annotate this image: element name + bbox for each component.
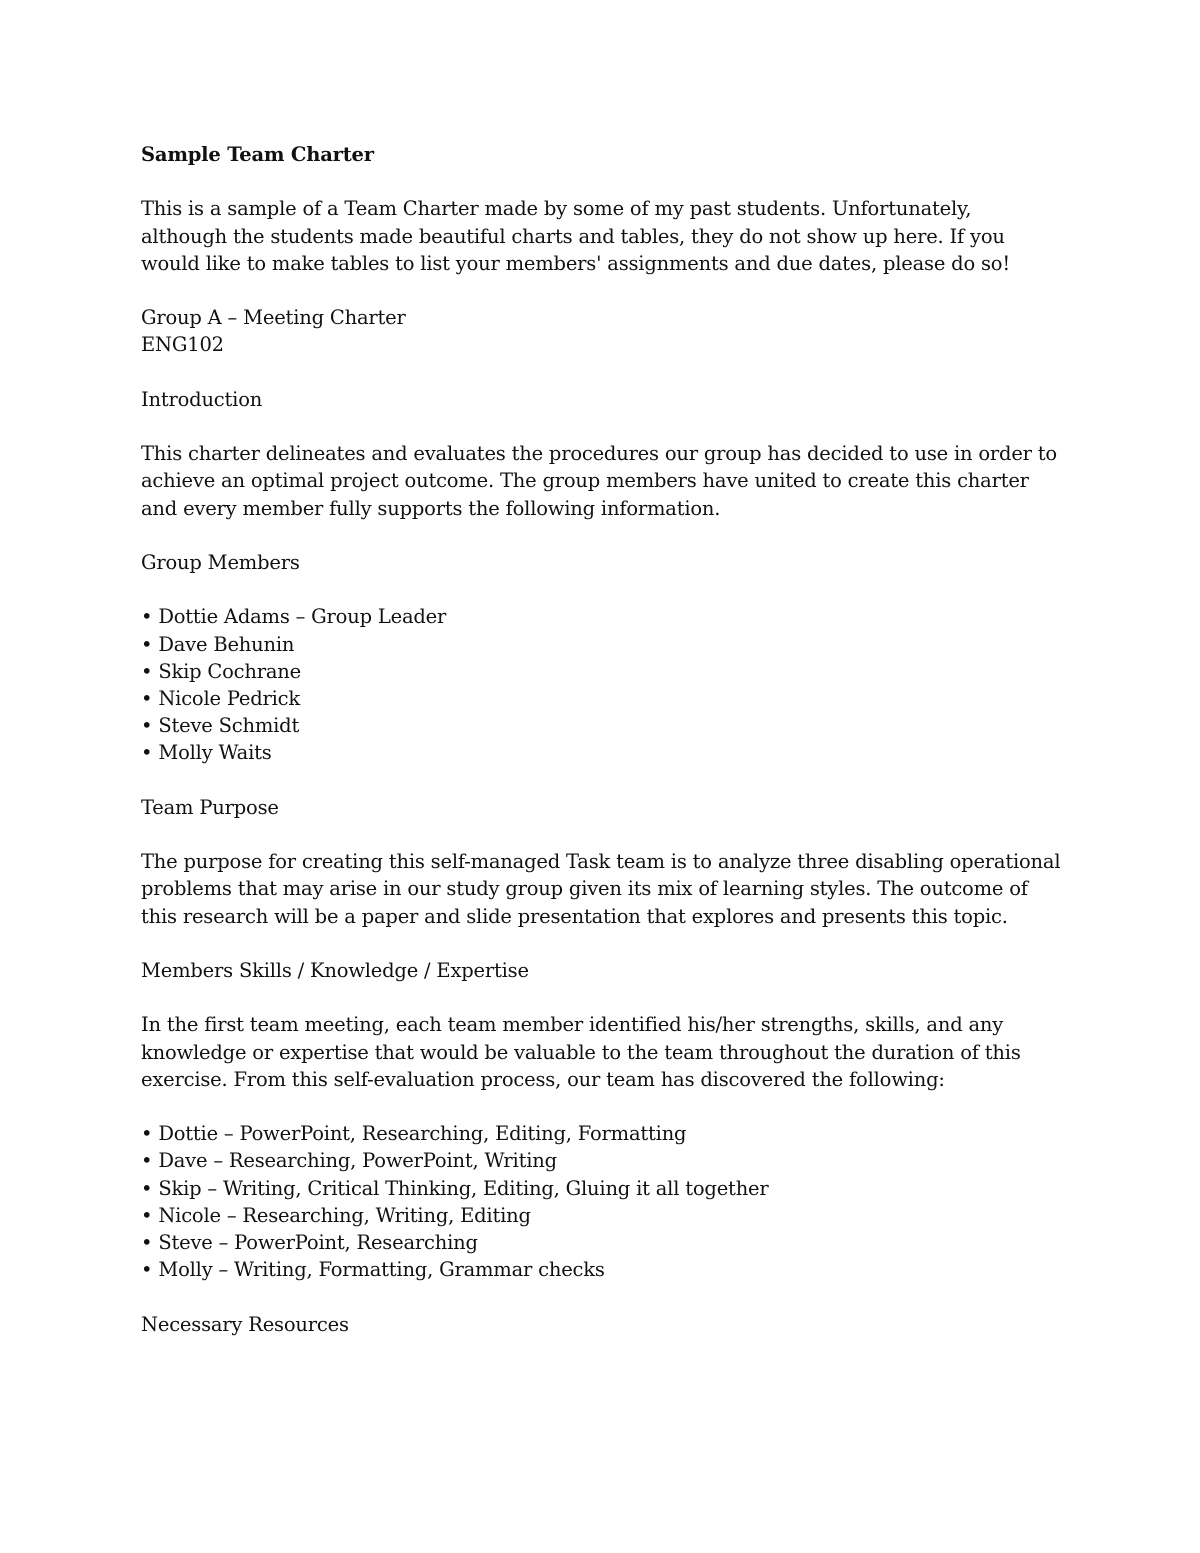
charter-heading: Group A – Meeting Charter <box>141 306 406 330</box>
members-list <box>141 603 1061 766</box>
purpose-heading: Team Purpose <box>141 795 279 819</box>
list-item: • Steve – PowerPoint, Researching <box>141 1229 1061 1256</box>
list-item: • Steve Schmidt <box>141 712 1061 739</box>
list-item: • Nicole – Researching, Writing, Editing <box>141 1202 1061 1229</box>
list-item: • Nicole Pedrick <box>141 685 1061 712</box>
document-title: Sample Team Charter <box>141 143 374 166</box>
introduction-paragraph: This charter delineates and evaluates the procedures our group has decided to use in order to achieve an optimal project outcome. The group members have united to create this charter and every member fully supports the following information. <box>141 442 1057 520</box>
list-item: • Molly Waits <box>141 739 1061 766</box>
charter-header <box>141 304 1061 358</box>
intro-paragraph: This is a sample of a Team Charter made by some of my past students. Unfortunately, although the students made beautiful charts and tables, they do not show up here. If you would like to make tables to list your members' assignments and due dates, please do so! <box>141 197 1010 275</box>
resources-heading: Necessary Resources <box>141 1312 349 1336</box>
list-item: • Skip – Writing, Critical Thinking, Editing, Gluing it all together <box>141 1175 1061 1202</box>
list-item: • Dave – Researching, PowerPoint, Writing <box>141 1147 1061 1174</box>
skills-list <box>141 1120 1061 1283</box>
skills-paragraph: In the first team meeting, each team member identified his/her strengths, skills, and any knowledge or expertise that would be valuable to the team throughout the duration of this exercise. From this self-evaluation process, our team has discovered the following: <box>141 1013 1021 1091</box>
document-page <box>141 141 1061 1365</box>
course-code: ENG102 <box>141 333 224 357</box>
skills-heading: Members Skills / Knowledge / Expertise <box>141 958 529 982</box>
purpose-paragraph: The purpose for creating this self-managed Task team is to analyze three disabling operational problems that may arise in our study group given its mix of learning styles. The outcome of this research will be a paper and slide presentation that explores and presents this topic. <box>141 850 1061 928</box>
list-item: • Skip Cochrane <box>141 658 1061 685</box>
list-item: • Dave Behunin <box>141 631 1061 658</box>
list-item: • Molly – Writing, Formatting, Grammar checks <box>141 1256 1061 1283</box>
introduction-heading: Introduction <box>141 387 263 411</box>
members-heading: Group Members <box>141 550 300 574</box>
list-item: • Dottie – PowerPoint, Researching, Editing, Formatting <box>141 1120 1061 1147</box>
list-item: • Dottie Adams – Group Leader <box>141 603 1061 630</box>
